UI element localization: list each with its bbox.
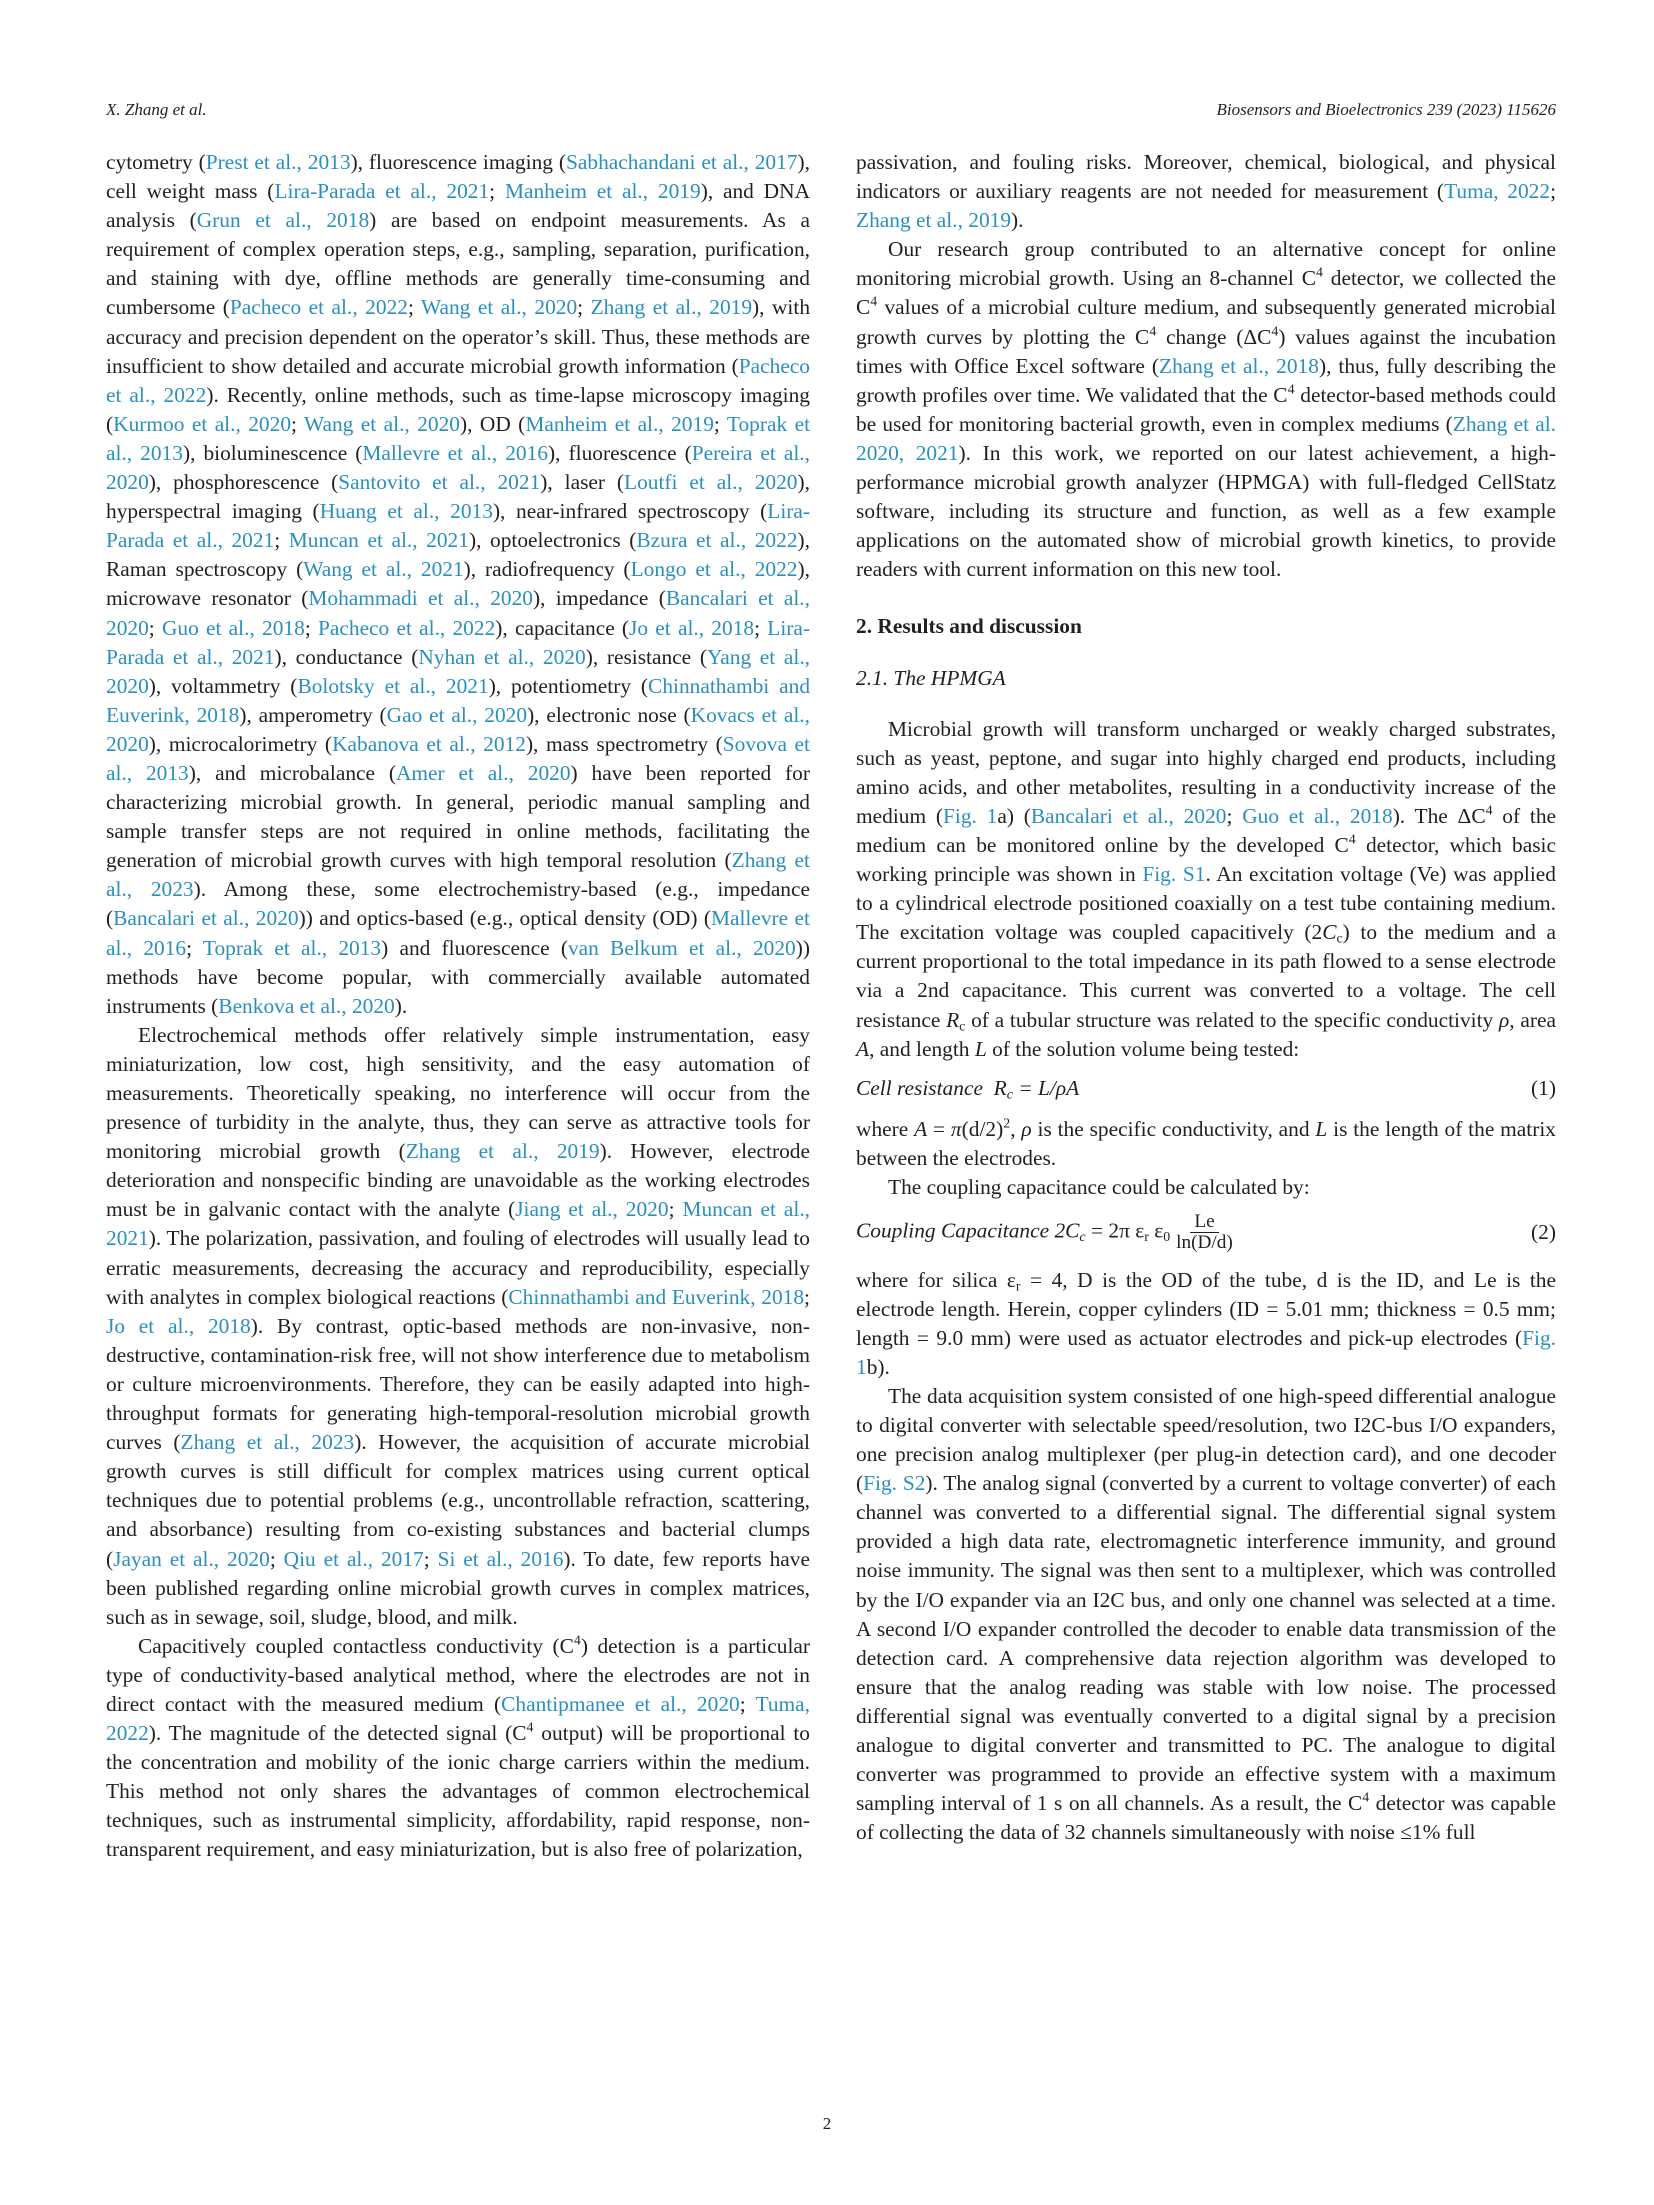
italic-symbol: L xyxy=(1315,1116,1328,1141)
reference-link[interactable]: Benkova et al., 2020 xyxy=(218,993,395,1018)
text-run: output) will be proportional to the concentration and mobility of the ionic charge carriers within the medium. This method not only shares the advantages of common electrochemical techniques, such as instrumental simplicity, affordability, rapid response, non-transparent requirement, and easy miniaturization, but is also free of polarization, xyxy=(106,1721,810,1862)
text-run: ), radiofrequency ( xyxy=(463,557,631,582)
text-run: , and length xyxy=(869,1036,975,1061)
text-run: ; xyxy=(274,528,289,553)
reference-link[interactable]: Amer et al., 2020 xyxy=(395,760,571,785)
text-run: )) and optics-based (e.g., optical density (OD) ( xyxy=(298,906,711,931)
reference-link[interactable]: Longo et al., 2022 xyxy=(630,557,798,582)
text-run: ), resistance ( xyxy=(585,644,707,669)
text-run: ), Raman spectroscopy ( xyxy=(106,528,810,582)
text-run: ; xyxy=(148,615,162,640)
text-run: ; xyxy=(739,1691,756,1716)
text-run: ) are based on endpoint measurements. As a requirement of complex operation steps, e.g., sampling, separation, purification, and staining with dye, offline methods are generally time-consuming and cumbersome ( xyxy=(106,208,810,320)
paragraph xyxy=(106,1021,810,1632)
text-run: = xyxy=(927,1116,951,1141)
text-run: passivation, and fouling risks. Moreover, chemical, biological, and physical indicators or auxiliary reagents are not needed for measurement ( xyxy=(856,150,1556,204)
text-run: where xyxy=(856,1116,915,1141)
reference-link[interactable]: Zhang et al., 2018 xyxy=(1159,353,1319,378)
text-run: Our research group contributed to an alternative concept for online monitoring microbial growth. Using an 8-channel C xyxy=(856,237,1556,291)
italic-symbol: C xyxy=(1322,920,1337,945)
text-run: ). xyxy=(394,993,408,1018)
reference-link[interactable]: Pacheco et al., 2022 xyxy=(317,615,496,640)
equation-label: Cell resistance xyxy=(856,1075,983,1100)
text-run: ). The polarization, passivation, and fouling of electrodes will usually lead to erratic measurements, decreasing the accuracy and reproducibility, especially with analytes in complex biological reactions ( xyxy=(106,1226,810,1309)
reference-link[interactable]: Bolotsky et al., 2021 xyxy=(297,673,489,698)
text-run: ), fluorescence imaging ( xyxy=(350,150,567,174)
superscript: 4 xyxy=(870,295,878,311)
reference-link[interactable]: Sovova et al., 2013 xyxy=(106,731,810,785)
reference-link[interactable]: Lira-Parada et al., 2021 xyxy=(106,499,811,553)
superscript: 4 xyxy=(1362,1790,1370,1806)
equation-label: Coupling Capacitance xyxy=(856,1218,1050,1243)
text-run: is the length of the matrix between the electrodes. xyxy=(856,1116,1556,1170)
text-run: ; xyxy=(1226,803,1243,828)
text-run: ). However, the acquisition of accurate microbial growth curves is still difficult for complex matrices using current optical techniques due to potential problems (e.g., uncontrollable refraction, scattering, and absorbance) resulting from co-existing substances and bacterial clumps ( xyxy=(106,1430,810,1571)
reference-link[interactable]: Manheim et al., 2019 xyxy=(525,411,714,436)
text-run: a) ( xyxy=(997,803,1031,828)
text-run: cytometry ( xyxy=(106,150,206,174)
text-run: change (ΔC xyxy=(1156,324,1272,349)
reference-link[interactable]: Nyhan et al., 2020 xyxy=(418,644,586,669)
reference-link[interactable]: Qiu et al., 2017 xyxy=(283,1546,424,1571)
reference-link[interactable]: Fig. 1 xyxy=(943,803,998,828)
subscript: r xyxy=(1015,1279,1021,1294)
equation-cell-resistance xyxy=(856,1074,1556,1103)
text-run: ), microcalorimetry ( xyxy=(148,731,333,756)
paragraph xyxy=(856,715,1556,1064)
equation-symbol: R xyxy=(993,1075,1007,1100)
reference-link[interactable]: Pacheco et al., 2022 xyxy=(229,295,408,320)
superscript: 4 xyxy=(1149,324,1157,340)
paragraph xyxy=(856,235,1556,584)
text-run: ), with accuracy and precision dependent on the operator’s skill. Thus, these methods are insufficient to show detailed and accurate microbial growth information ( xyxy=(106,295,811,378)
paragraph xyxy=(856,1266,1556,1382)
reference-link[interactable]: Loutfi et al., 2020 xyxy=(624,470,798,495)
reference-link[interactable]: Si et al., 2016 xyxy=(437,1546,564,1571)
text-run: ; xyxy=(754,615,768,640)
italic-symbol: ρ xyxy=(1499,1007,1510,1032)
reference-link[interactable]: Tuma, 2022 xyxy=(1444,179,1551,204)
text-run: ). The analog signal (converted by a current to voltage converter) of each channel was converted to a differential signal. The differential signal system provided a high data rate, electromagnetic interference immunity, and ground noise immunity. The signal was then sent to a multiplexer, which was controlled by the I/O expander via an I2C bus, and only one channel was selected at a time. A second I/O expander controlled the decoder to enable data transmission of the detection card. A comprehensive data rejection algorithm was developed to ensure that the analog reading was stable with low noise. The processed differential signal was eventually converted to a digital signal by a precision analogue to digital converter and transmitted to PC. The analogue to digital converter was programmed to provide an effective system with a maximum sampling interval of 1 s on all channels. As a result, the C xyxy=(856,1471,1556,1816)
text-run: ; xyxy=(407,295,422,320)
text-run: ) detection is a particular type of conductivity-based analytical method, where the electrodes are not in direct contact with the measured medium ( xyxy=(106,1633,811,1716)
reference-link[interactable]: van Belkum et al., 2020 xyxy=(567,935,796,960)
text-run: ; xyxy=(577,295,591,320)
text-run: of the solution volume being tested: xyxy=(986,1036,1300,1061)
reference-link[interactable]: Kovacs et al., 2020 xyxy=(106,702,810,756)
superscript: 4 xyxy=(1348,832,1356,848)
text-run: ), thus, fully describing the growth profiles over time. We validated that the C xyxy=(856,353,1556,407)
reference-link[interactable]: Jiang et al., 2020 xyxy=(515,1197,669,1222)
equation-coupling-capacitance xyxy=(856,1212,1556,1253)
text-run: ). Recently, online methods, such as time-lapse microscopy imaging ( xyxy=(106,382,811,436)
text-run: ), potentiometry ( xyxy=(488,673,649,698)
equation-subscript: r xyxy=(1144,1230,1149,1246)
text-run: The coupling capacitance could be calculated by: xyxy=(888,1175,1310,1199)
superscript: 4 xyxy=(1485,803,1493,819)
text-run: ; xyxy=(489,179,505,204)
reference-link[interactable]: Yang et al., 2020 xyxy=(106,644,811,698)
italic-symbol: A xyxy=(914,1116,928,1141)
text-run: ), near-infrared spectroscopy ( xyxy=(492,499,768,524)
italic-symbol: A xyxy=(856,1036,870,1061)
equation-fraction xyxy=(1172,1212,1237,1253)
text-run: detector-based methods could be used for monitoring bacterial growth, even in complex mediums ( xyxy=(856,382,1556,436)
text-run: ), OD ( xyxy=(459,411,526,436)
reference-link[interactable]: Lira-Parada et al., 2021 xyxy=(274,179,490,204)
reference-link[interactable]: Mallevre et al., 2016 xyxy=(362,440,549,465)
text-run: ) and fluorescence ( xyxy=(381,935,568,960)
reference-link[interactable]: Zhang et al., 2019 xyxy=(590,295,753,320)
reference-link[interactable]: Fig. S1 xyxy=(1142,862,1206,887)
reference-link[interactable]: Guo et al., 2018 xyxy=(1242,803,1393,828)
text-run: ) to the medium and a current proportional to the total impedance in its path flowed to a sense electrode via a 2nd capacitance. This current was converted to a voltage. The cell resistance xyxy=(856,920,1556,1032)
running-head-journal: Biosensors and Bioelectronics 239 (2023) 115626 xyxy=(1216,100,1556,119)
superscript: 4 xyxy=(573,1633,581,1649)
text-run: (d/2) xyxy=(961,1116,1004,1141)
text-run: ). Among these, some electrochemistry-based (e.g., impedance ( xyxy=(106,877,810,931)
reference-link[interactable]: Zhang et al., 2019 xyxy=(856,208,1012,233)
text-run: ), amperometry ( xyxy=(239,702,387,727)
reference-link[interactable]: Mallevre et al., 2016 xyxy=(106,906,810,960)
text-run: Capacitively coupled contactless conductivity (C xyxy=(138,1633,574,1658)
text-run: ). To date, few reports have been published regarding online microbial growth curves in complex matrices, such as in sewage, soil, sludge, blood, and milk. xyxy=(106,1546,810,1629)
text-run: ). In this work, we reported on our latest achievement, a high-performance microbial growth analyzer (HPMGA) with full-fledged CellStatz software, including its structure and function, as well as a few example applications on the automated show of microbial growth kinetics, to provide readers with current information on this new tool. xyxy=(856,440,1556,582)
superscript: 4 xyxy=(1287,382,1295,398)
equation-number: (1) xyxy=(1531,1075,1556,1100)
text-run: ), capacitance ( xyxy=(495,615,630,640)
reference-link[interactable]: Wang et al., 2021 xyxy=(303,557,464,582)
reference-link[interactable]: Zhang et al., 2023 xyxy=(106,848,810,902)
reference-link[interactable]: Chinnathambi and Euverink, 2018 xyxy=(106,673,811,727)
text-run: ; xyxy=(291,411,305,436)
equation-symbol: 2C xyxy=(1054,1218,1080,1243)
reference-link[interactable]: Mohammadi et al., 2020 xyxy=(308,586,533,611)
reference-link[interactable]: Jayan et al., 2020 xyxy=(113,1546,270,1571)
reference-link[interactable]: Pacheco et al., 2022 xyxy=(106,353,810,407)
italic-symbol: L xyxy=(974,1036,987,1061)
text-run: ) have been reported for characterizing microbial growth. In general, periodic manual sampling and sample transfer steps are not required in online methods, facilitating the generation of microbial growth curves with high temporal resolution ( xyxy=(106,760,810,873)
text-run: ), laser ( xyxy=(540,470,625,495)
text-run: ), impedance ( xyxy=(532,586,666,611)
text-run: ), optoelectronics ( xyxy=(468,528,637,553)
reference-link[interactable]: Bzura et al., 2022 xyxy=(636,528,798,553)
reference-link[interactable]: Huang et al., 2013 xyxy=(319,499,493,524)
text-run: ), and DNA analysis ( xyxy=(106,179,811,233)
superscript: 4 xyxy=(1315,266,1323,282)
text-run: ; xyxy=(668,1197,683,1222)
equation-symbol: ε xyxy=(1148,1218,1164,1243)
text-run: ). xyxy=(1011,208,1024,233)
text-run: The data acquisition system consisted of one high-speed differential analogue to digital converter with selectable speed/resolution, two I2C-bus I/O expanders, one precision analog multiplexer (per plug-in detection card), and one decoder ( xyxy=(856,1383,1556,1496)
text-run: ), voltammetry ( xyxy=(148,673,298,698)
equation-rhs: = L/ρA xyxy=(1012,1075,1080,1100)
text-run: = 4, D is the OD of the tube, d is the ID, and Le is the electrode length. Herein, copper cylinders (ID = 5.01 mm; thickness = 0.5 mm; length = 9.0 mm) were used as actuator electrodes and pick-up electrodes ( xyxy=(856,1267,1556,1350)
text-run: ), fluorescence ( xyxy=(548,440,692,465)
text-run: of the medium can be monitored online by the developed C xyxy=(856,803,1557,857)
reference-link[interactable]: Sabhachandani et al., 2017 xyxy=(566,150,798,174)
paragraph xyxy=(106,148,810,1021)
reference-link[interactable]: Tuma, 2022 xyxy=(106,1691,810,1746)
reference-link[interactable]: Chantipmanee et al., 2020 xyxy=(501,1691,740,1716)
reference-link[interactable]: Fig. S2 xyxy=(863,1471,926,1496)
text-run: ), and microbalance ( xyxy=(188,760,396,785)
reference-link[interactable]: Zhang et al., 2023 xyxy=(180,1430,355,1455)
reference-link[interactable]: Bancalari et al., 2020 xyxy=(106,586,811,640)
reference-link[interactable]: Gao et al., 2020 xyxy=(386,702,528,727)
reference-link[interactable]: Wang et al., 2020 xyxy=(421,295,578,320)
text-run: detector was capable of collecting the data of 32 channels simultaneously with noise ≤1% full xyxy=(856,1791,1556,1845)
paragraph xyxy=(106,1632,810,1865)
left-column xyxy=(106,148,810,1865)
fraction-denominator: ln(D/d) xyxy=(1176,1232,1233,1254)
text-run: of a tubular structure was related to the specific conductivity xyxy=(965,1007,1500,1032)
right-column xyxy=(856,148,1556,1847)
paragraph xyxy=(856,148,1556,235)
equation-body xyxy=(856,1074,1079,1103)
text-run: ; xyxy=(1550,179,1557,204)
text-run: ; xyxy=(186,935,203,960)
reference-link[interactable]: Manheim et al., 2019 xyxy=(504,179,701,204)
reference-link[interactable]: Chinnathambi and Euverink, 2018 xyxy=(508,1284,805,1309)
text-run: ), cell weight mass ( xyxy=(106,150,811,204)
paragraph xyxy=(856,1382,1556,1848)
text-run: ), microwave resonator ( xyxy=(106,557,810,611)
superscript: 4 xyxy=(526,1720,534,1736)
text-run: ), electronic nose ( xyxy=(527,702,691,727)
subsection-heading: 2.1. The HPMGA xyxy=(856,665,1006,690)
text-run: ). The ΔC xyxy=(1392,803,1486,828)
equation-body xyxy=(856,1212,1239,1253)
paragraph xyxy=(856,1115,1556,1173)
reference-link[interactable]: Wang et al., 2020 xyxy=(304,411,460,436)
text-run: ), conductance ( xyxy=(274,644,419,669)
text-run: ), hyperspectral imaging ( xyxy=(106,470,810,524)
reference-link[interactable]: Muncan et al., 2021 xyxy=(288,528,469,553)
equation-subscript: c xyxy=(1079,1230,1086,1246)
text-run: , area xyxy=(1509,1007,1556,1032)
reference-link[interactable]: Jo et al., 2018 xyxy=(106,1313,251,1338)
text-run: ; xyxy=(423,1546,438,1571)
reference-link[interactable]: Bancalari et al., 2020 xyxy=(113,906,299,931)
text-run: b). xyxy=(866,1354,890,1379)
reference-link[interactable]: Fig. 1 xyxy=(856,1325,1556,1379)
text-run: . An excitation voltage (Ve) was applied to a cylindrical electrode positioned coaxially on a test tube containing medium. The excitation voltage was coupled capacitively (2 xyxy=(856,862,1556,945)
italic-symbol: π xyxy=(950,1116,962,1141)
reference-link[interactable]: Toprak et al., 2013 xyxy=(106,411,811,465)
text-run: ), mass spectrometry ( xyxy=(525,731,723,756)
equation-rhs: = 2π ε xyxy=(1085,1218,1145,1243)
reference-link[interactable]: Bancalari et al., 2020 xyxy=(1030,803,1227,828)
equation-subscript: c xyxy=(1006,1087,1013,1103)
text-run: Microbial growth will transform uncharged or weakly charged substrates, such as yeast, peptone, and sugar into highly charged end products, including amino acids, and other metabolites, resulting in a conductivity increase of the medium ( xyxy=(856,716,1556,828)
reference-link[interactable]: Jo et al., 2018 xyxy=(629,615,755,640)
text-run: values of a microbial culture medium, and subsequently generated microbial growth curves by plotting the C xyxy=(856,295,1556,349)
text-run: detector, we collected the C xyxy=(856,266,1556,320)
fraction-numerator: Le xyxy=(1190,1212,1218,1233)
text-run: ), bioluminescence ( xyxy=(182,440,363,465)
reference-link[interactable]: Toprak et al., 2013 xyxy=(202,935,382,960)
text-run: ) values against the incubation times with Office Excel software ( xyxy=(856,324,1556,378)
reference-link[interactable]: Kurmoo et al., 2020 xyxy=(113,411,292,436)
subscript: c xyxy=(959,1019,966,1034)
reference-link[interactable]: Muncan et al., 2021 xyxy=(106,1197,811,1251)
text-run: where for silica ε xyxy=(856,1267,1016,1292)
text-run: is the specific conductivity, and xyxy=(1031,1116,1316,1141)
text-run: ), phosphorescence ( xyxy=(148,470,339,495)
equation-number: (2) xyxy=(1531,1220,1556,1245)
running-head-authors: X. Zhang et al. xyxy=(106,100,207,119)
reference-link[interactable]: Grun et al., 2018 xyxy=(196,208,370,233)
reference-link[interactable]: Lira-Parada et al., 2021 xyxy=(106,615,811,669)
reference-link[interactable]: Zhang et al., 2019 xyxy=(405,1139,600,1164)
text-run: ; xyxy=(304,615,318,640)
text-run: ; xyxy=(713,411,727,436)
text-run: ). However, electrode deterioration and nonspecific binding are unavoidable as the working electrodes must be in galvanic contact with the analyte ( xyxy=(106,1139,810,1222)
superscript: 2 xyxy=(1003,1116,1011,1132)
text-run: detector, which basic working principle was shown in xyxy=(856,832,1556,887)
superscript: 4 xyxy=(1271,324,1279,340)
text-run: ). The magnitude of the detected signal (C xyxy=(148,1721,527,1746)
italic-symbol: ρ xyxy=(1021,1116,1032,1141)
reference-link[interactable]: Pereira et al., 2020 xyxy=(106,440,810,495)
text-run: ; xyxy=(269,1546,284,1571)
text-run: ). By contrast, optic-based methods are non-invasive, non-destructive, contamination-risk free, will not show interference due to metabolism or culture microenvironments. Therefore, they can be easily adapted into high-throughput formats for generating high-temporal-resolution microbial growth curves ( xyxy=(106,1313,810,1455)
reference-link[interactable]: Santovito et al., 2021 xyxy=(338,470,541,495)
text-run: , xyxy=(1010,1116,1022,1141)
reference-link[interactable]: Zhang et al. 2020, 2021 xyxy=(856,411,1556,465)
page-number: 2 xyxy=(822,2114,832,2133)
equation-subscript: 0 xyxy=(1163,1230,1171,1246)
italic-symbol: R xyxy=(946,1007,960,1032)
text-run: Electrochemical methods offer relatively simple instrumentation, easy miniaturization, low cost, high sensitivity, and the easy automation of measurements. Theoretically speaking, no interference will occur from the presence of turbidity in the analyte, thus, they can serve as attractive tools for monitoring microbial growth ( xyxy=(106,1022,810,1164)
subscript: c xyxy=(1336,931,1343,947)
text-run: ; xyxy=(804,1284,810,1309)
reference-link[interactable]: Kabanova et al., 2012 xyxy=(332,731,526,756)
reference-link[interactable]: Prest et al., 2013 xyxy=(205,150,351,174)
section-heading: 2. Results and discussion xyxy=(856,614,1082,639)
reference-link[interactable]: Guo et al., 2018 xyxy=(161,615,305,640)
text-run: )) methods have become popular, with commercially available automated instruments ( xyxy=(106,935,811,1018)
paragraph xyxy=(856,1173,1556,1202)
